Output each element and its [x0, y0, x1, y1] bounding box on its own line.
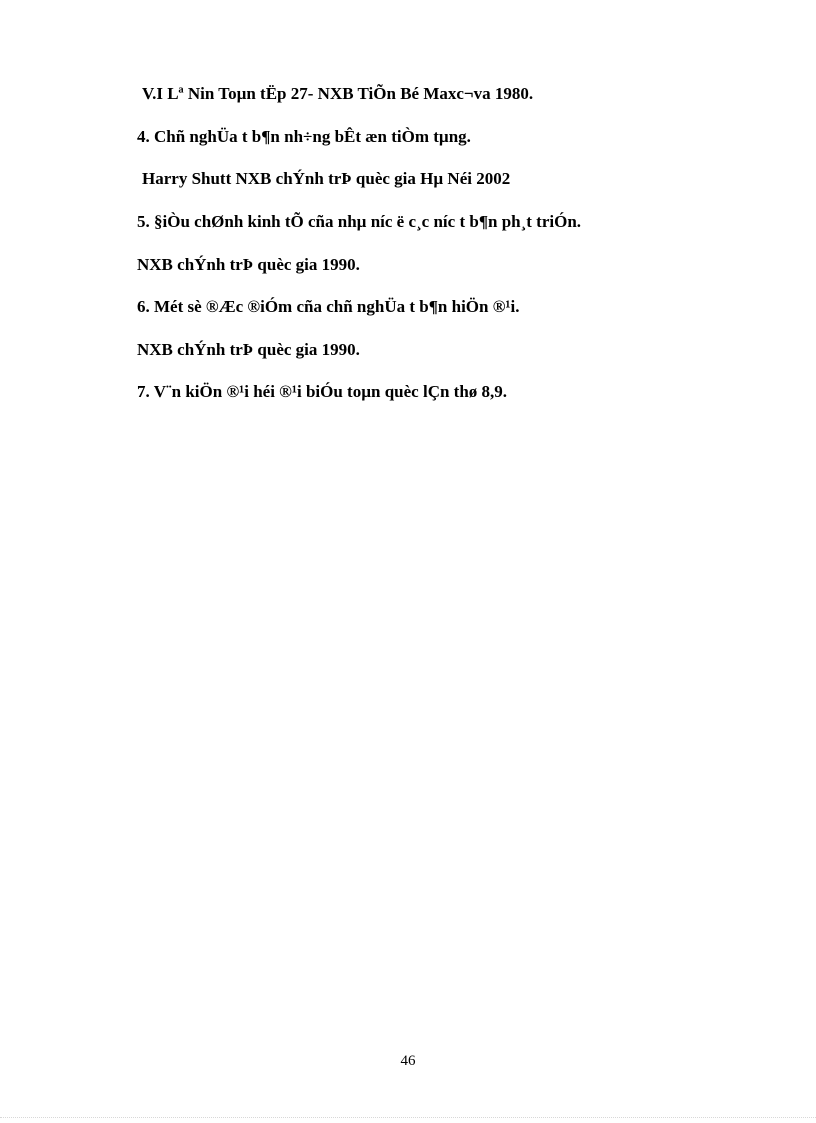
page-bottom-divider: [0, 1117, 816, 1118]
reference-line-6: 6. Mét sè ®Æc ®iÓm cña chñ nghÜa t b¶n hiÖn ®¹i.: [137, 297, 520, 316]
reference-line-8: 7. V¨n kiÖn ®¹i héi ®¹i biÓu toµn quèc lÇn thø 8,9.: [137, 382, 508, 401]
reference-line-2: 4. Chñ nghÜa t b¶n nh÷ng bÊt æn tiÒm tµng.: [137, 127, 471, 146]
reference-line-3: Harry Shutt NXB chÝnh trÞ quèc gia Hµ Néi 2002: [142, 169, 511, 188]
reference-line-4: 5. §iÒu chØnh kinh tÕ cña nhµ níc ë c¸c níc t b¶n ph¸t triÓn.: [137, 212, 582, 231]
reference-line-7: NXB chÝnh trÞ quèc gia 1990.: [137, 340, 360, 359]
reference-line-5: NXB chÝnh trÞ quèc gia 1990.: [137, 255, 360, 274]
reference-line-1: V.I Lª Nin Toµn tËp 27- NXB TiÕn Bé Maxc¬va 1980.: [142, 84, 534, 103]
page-number: 46: [400, 1053, 416, 1069]
